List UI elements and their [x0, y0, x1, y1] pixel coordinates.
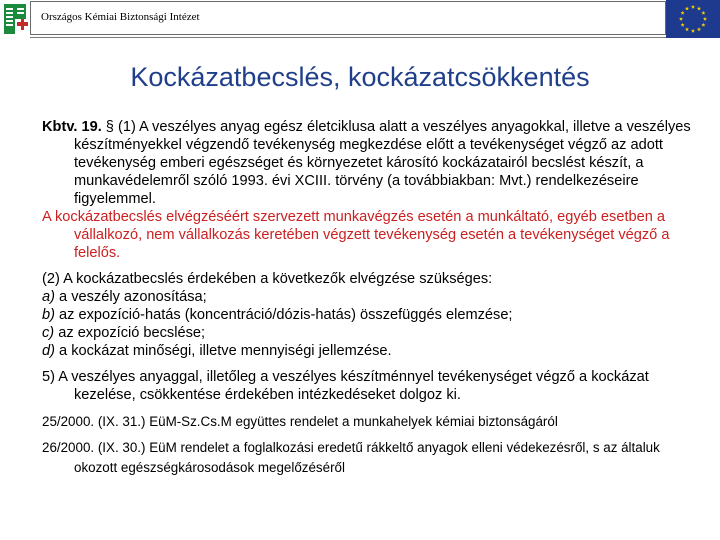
list-item: a) a veszély azonosítása;: [42, 289, 207, 305]
decree-25-2000: 25/2000. (IX. 31.) EüM-Sz.Cs.M együttes rendelet a munkahelyek kémiai biztonságáról: [42, 414, 558, 429]
org-name-box: [30, 1, 666, 35]
header-bar: [0, 0, 720, 38]
paragraph-responsibility: A kockázatbecslés elvégzéséért szervezett munkavégzés esetén a munkáltató, egyéb esetben a vállalkozó, nem vállalkozás keretében végzett tevékenység esetén a tevékenységet végző a felelős.: [42, 209, 670, 261]
list-intro: (2) A kockázatbecslés érdekében a következők elvégzése szükséges:: [42, 271, 493, 287]
decree-26-2000: 26/2000. (IX. 30.) EüM rendelet a foglalkozási eredetű rákkeltő anyagok elleni védekezésről, s az általuk okozott egészségkárosodások megelőzéséről: [42, 440, 660, 475]
paragraph-measures: 5) A veszélyes anyaggal, illetőleg a veszélyes készítménnyel tevékenységet végző a kockázat kezelése, csökkentése érdekében intézkedéseket dolgoz ki.: [42, 369, 649, 403]
list-item: c) az expozíció becslése;: [42, 325, 206, 341]
requirements-list: [42, 288, 702, 360]
institute-logo: [0, 0, 30, 38]
org-name: Országos Kémiai Biztonsági Intézet: [41, 11, 200, 23]
list-item: b) az expozíció-hatás (koncentráció/dózis-hatás) összefüggés elemzése;: [42, 307, 513, 323]
eu-flag-icon: [666, 0, 720, 38]
slide-title: Kockázatbecslés, kockázatcsökkentés: [130, 62, 590, 92]
paragraph-kbtv: [42, 118, 702, 208]
kbtv-text: § (1) A veszélyes anyag egész életciklusa alatt a veszélyes anyagokkal, illetve a veszélyes készítményekkel végzendő tevékenység megkezdése előtt a tevékenységet végző az adott tevékenység emberi egészséget és környezetet károsító kockázatairól becslést készít, a munkavédelemről szóló 1993. évi XCIII. törvény (a továbbiakban: Mvt.) rendelkezéseire figyelemmel.: [74, 119, 691, 207]
kbtv-reference: Kbtv. 19.: [42, 119, 102, 135]
list-item: d) a kockázat minőségi, illetve mennyiségi jellemzése.: [42, 343, 392, 359]
slide-content: [42, 118, 702, 478]
